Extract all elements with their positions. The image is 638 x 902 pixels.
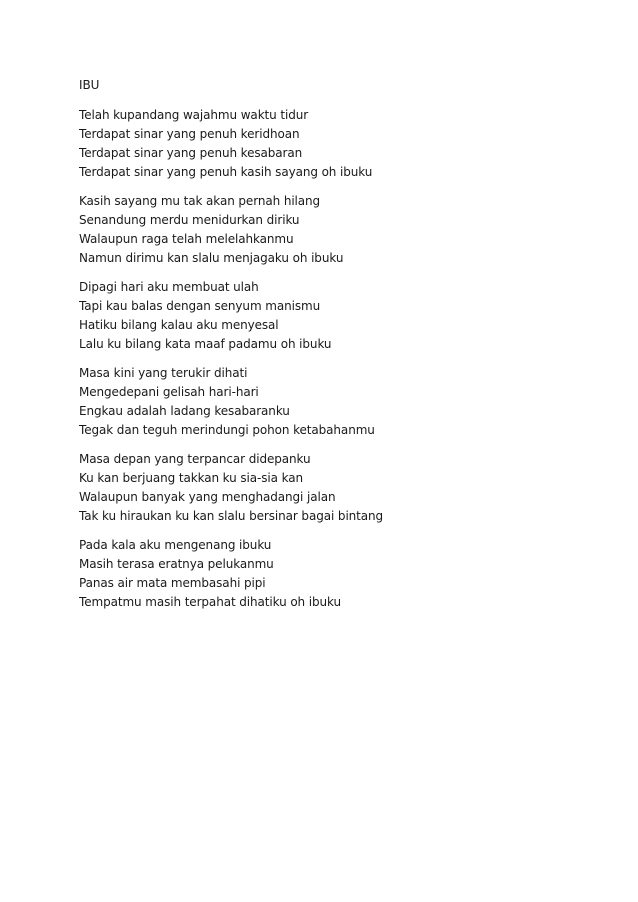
- poem-line: Masa kini yang terukir dihati: [79, 366, 248, 380]
- poem-line: Tegak dan teguh merindungi pohon ketabahanmu: [79, 423, 375, 437]
- stanza-1: [79, 106, 599, 182]
- poem-line: Panas air mata membasahi pipi: [79, 576, 266, 590]
- poem-line: Namun dirimu kan slalu menjagaku oh ibuku: [79, 251, 344, 265]
- poem-line: Walaupun banyak yang menghadangi jalan: [79, 490, 336, 504]
- poem-line: Masa depan yang terpancar didepanku: [79, 452, 311, 466]
- poem-line: Ku kan berjuang takkan ku sia-sia kan: [79, 471, 304, 485]
- stanza-5: [79, 450, 599, 526]
- stanza-2: [79, 192, 599, 268]
- stanza-6: [79, 536, 599, 612]
- poem-line: Tempatmu masih terpahat dihatiku oh ibuku: [79, 595, 342, 609]
- poem-line: Mengedepani gelisah hari-hari: [79, 385, 259, 399]
- poem-line: Senandung merdu menidurkan diriku: [79, 213, 300, 227]
- poem-line: Lalu ku bilang kata maaf padamu oh ibuku: [79, 337, 332, 351]
- poem-line: Tapi kau balas dengan senyum manismu: [79, 299, 321, 313]
- poem-line: Pada kala aku mengenang ibuku: [79, 538, 272, 552]
- stanza-3: [79, 278, 599, 354]
- poem-line: Terdapat sinar yang penuh kesabaran: [79, 146, 303, 160]
- poem-line: Dipagi hari aku membuat ulah: [79, 280, 259, 294]
- poem-line: Tak ku hiraukan ku kan slalu bersinar bagai bintang: [79, 509, 384, 523]
- poem: [79, 76, 599, 622]
- poem-title: IBU: [79, 78, 100, 92]
- poem-line: Hatiku bilang kalau aku menyesal: [79, 318, 279, 332]
- poem-line: Masih terasa eratnya pelukanmu: [79, 557, 274, 571]
- poem-line: Walaupun raga telah melelahkanmu: [79, 232, 294, 246]
- poem-line: Kasih sayang mu tak akan pernah hilang: [79, 194, 321, 208]
- poem-line: Telah kupandang wajahmu waktu tidur: [79, 108, 309, 122]
- poem-line: Engkau adalah ladang kesabaranku: [79, 404, 290, 418]
- poem-line: Terdapat sinar yang penuh kasih sayang oh ibuku: [79, 165, 373, 179]
- stanza-4: [79, 364, 599, 440]
- poem-line: Terdapat sinar yang penuh keridhoan: [79, 127, 300, 141]
